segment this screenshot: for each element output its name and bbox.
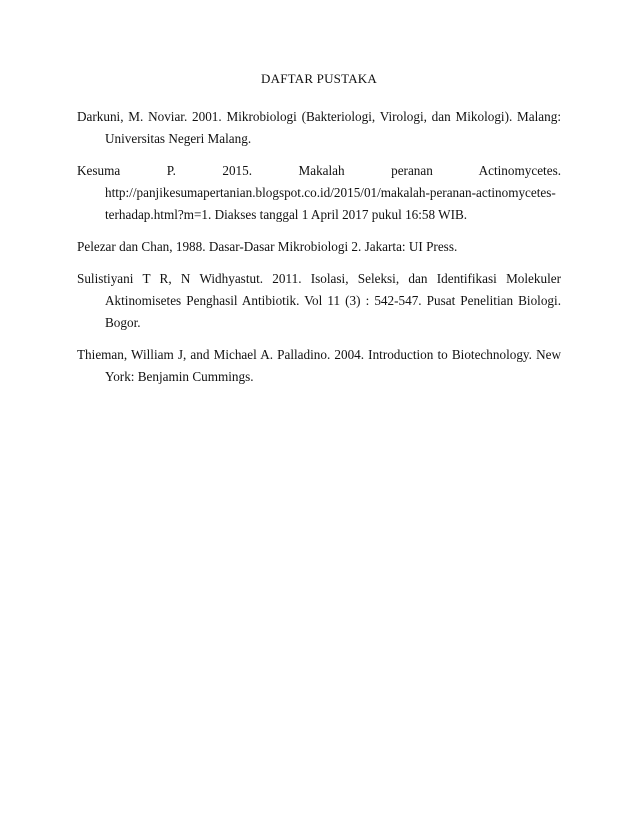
page-title: DAFTAR PUSTAKA	[261, 71, 377, 86]
reference-list	[77, 106, 561, 398]
reference-item: Kesuma P. 2015. Makalah peranan Actinomycetes. http://panjikesumapertanian.blogspot.co.id/2015/01/makalah-peranan-actinomycetes-terhadap.html?m=1. Diakses tanggal 1 April 2017 pukul 16:58 WIB.	[77, 163, 561, 222]
reference-item: Darkuni, M. Noviar. 2001. Mikrobiologi (Bakteriologi, Virologi, dan Mikologi). Malang: Universitas Negeri Malang.	[77, 109, 561, 146]
reference-item: Thieman, William J, and Michael A. Palladino. 2004. Introduction to Biotechnology. New York: Benjamin Cummings.	[77, 347, 561, 384]
reference-item: Sulistiyani T R, N Widhyastut. 2011. Isolasi, Seleksi, dan Identifikasi Molekuler Aktinomisetes Penghasil Antibiotik. Vol 11 (3) : 542-547. Pusat Penelitian Biologi. Bogor.	[77, 271, 561, 330]
reference-item: Pelezar dan Chan, 1988. Dasar-Dasar Mikrobiologi 2. Jakarta: UI Press.	[77, 239, 458, 254]
